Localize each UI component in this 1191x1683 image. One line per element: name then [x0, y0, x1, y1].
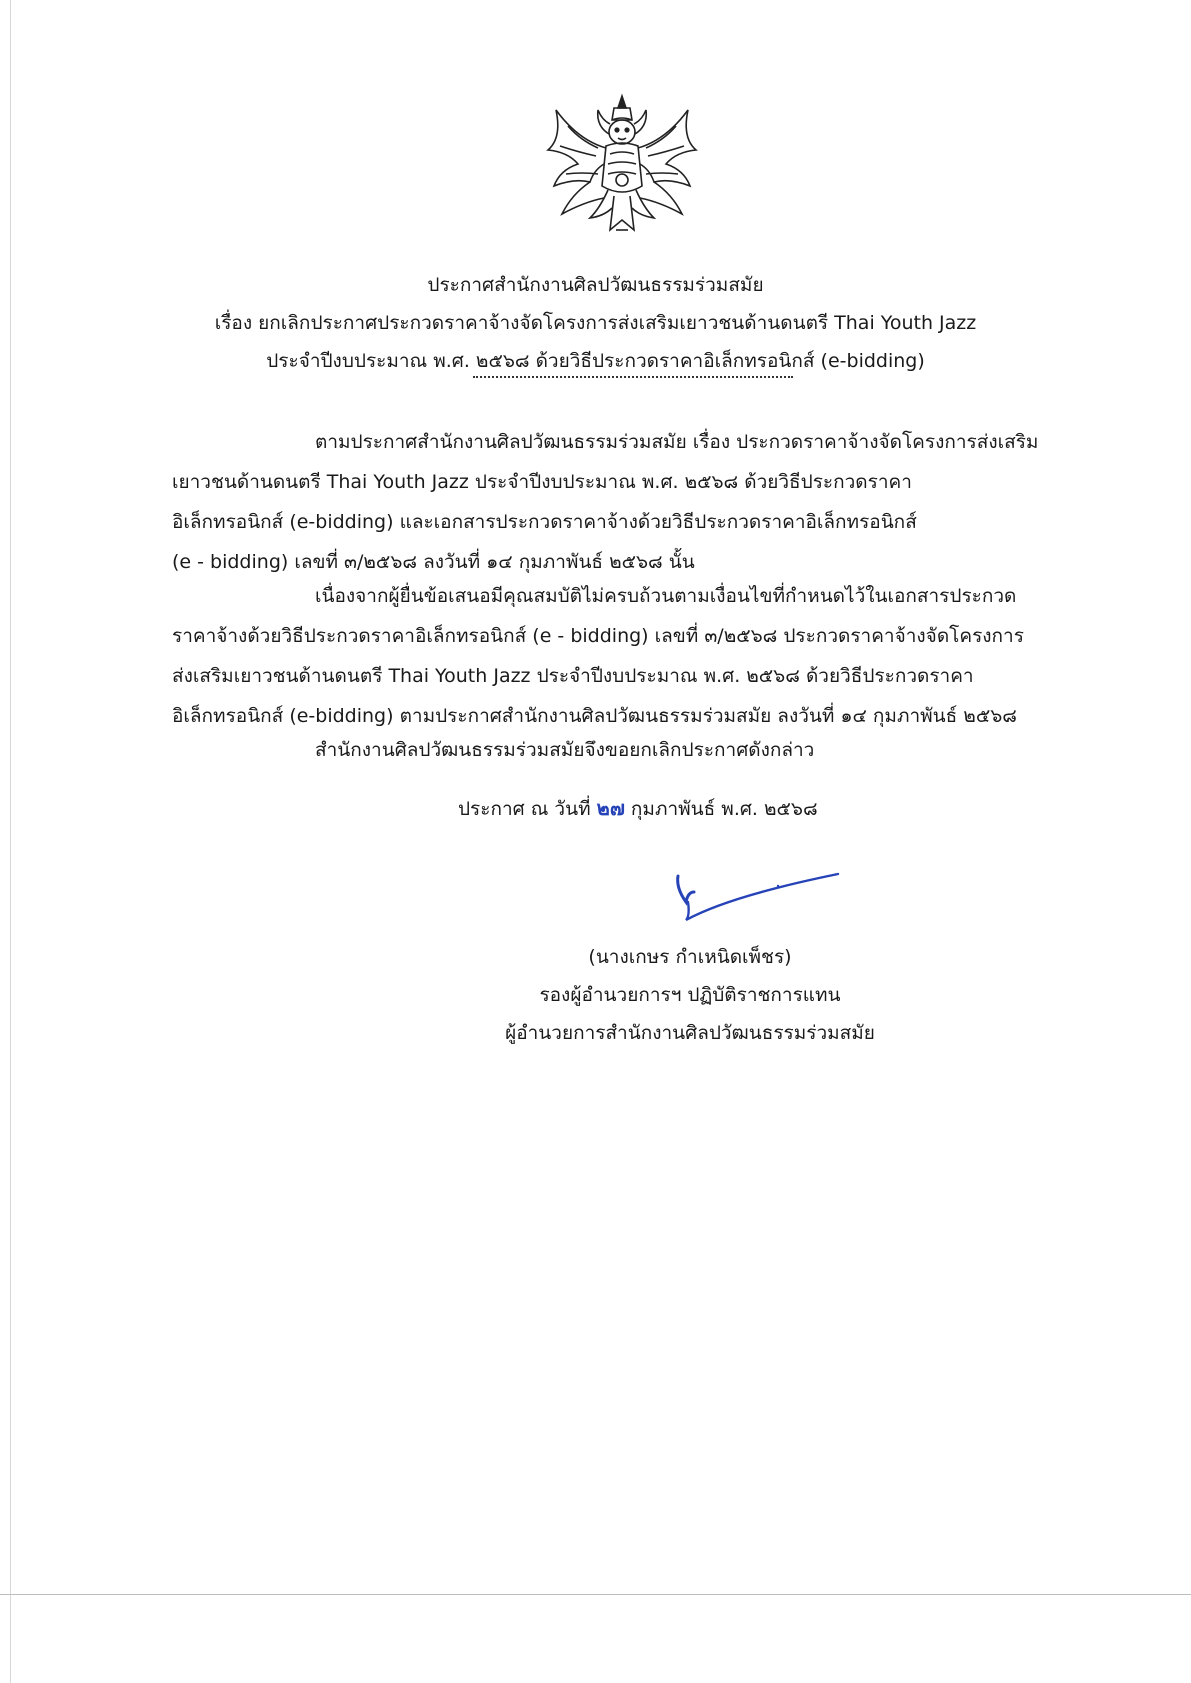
paragraph-2-line: ราคาจ้างด้วยวิธีประกวดราคาอิเล็กทรอนิกส์ (e - bidding) เลขที่ ๓/๒๕๖๘ ประกวดราคาจ้างจัดโครงการ [172, 625, 1024, 647]
paragraph-1-line: เยาวชนด้านดนตรี Thai Youth Jazz ประจำปีงบประมาณ พ.ศ. ๒๕๖๘ ด้วยวิธีประกวดราคา [172, 471, 912, 493]
scan-left-edge [10, 0, 11, 1683]
announcement-title: ประกาศสำนักงานศิลปวัฒนธรรมร่วมสมัย [427, 274, 764, 296]
subject-line-2: ประจำปีงบประมาณ พ.ศ. ๒๕๖๘ ด้วยวิธีประกวดราคาอิเล็กทรอนิกส์ (e-bidding) [266, 350, 925, 372]
paragraph-1-line: ตามประกาศสำนักงานศิลปวัฒนธรรมร่วมสมัย เรื่อง ประกวดราคาจ้างจัดโครงการส่งเสริม [315, 431, 1039, 453]
announcement-date-suffix: กุมภาพันธ์ พ.ศ. ๒๕๖๘ [630, 798, 818, 820]
garuda-emblem-icon [538, 90, 706, 240]
paragraph-1-line: อิเล็กทรอนิกส์ (e-bidding) และเอกสารประกวดราคาจ้างด้วยวิธีประกวดราคาอิเล็กทรอนิกส์ [172, 511, 917, 533]
scan-bottom-edge [0, 1594, 1191, 1595]
dotted-divider [473, 376, 793, 378]
signatory-name: (นางเกษร กำเหนิดเพ็ชร) [588, 946, 792, 968]
paragraph-2 [172, 576, 1078, 736]
signatory-position-2: ผู้อำนวยการสำนักงานศิลปวัฒนธรรมร่วมสมัย [505, 1022, 875, 1044]
announcement-date-prefix: ประกาศ ณ วันที่ [458, 798, 591, 820]
paragraph-1-line: (e - bidding) เลขที่ ๓/๒๕๖๘ ลงวันที่ ๑๔ กุมภาพันธ์ ๒๕๖๘ นั้น [172, 551, 695, 573]
subject-line-1: เรื่อง ยกเลิกประกาศประกวดราคาจ้างจัดโครงการส่งเสริมเยาวชนด้านดนตรี Thai Youth Jazz [214, 312, 977, 334]
paragraph-3: สำนักงานศิลปวัฒนธรรมร่วมสมัยจึงขอยกเลิกประกาศดังกล่าว [315, 739, 815, 761]
handwritten-day: ๒๗ [596, 796, 625, 820]
paragraph-2-line: อิเล็กทรอนิกส์ (e-bidding) ตามประกาศสำนักงานศิลปวัฒนธรรมร่วมสมัย ลงวันที่ ๑๔ กุมภาพันธ์ ๒๕๖๘ [172, 705, 1017, 727]
paragraph-2-line: เนื่องจากผู้ยื่นข้อเสนอมีคุณสมบัติไม่ครบถ้วนตามเงื่อนไขที่กำหนดไว้ในเอกสารประกวด [315, 585, 1017, 607]
paragraph-2-line: ส่งเสริมเยาวชนด้านดนตรี Thai Youth Jazz ประจำปีงบประมาณ พ.ศ. ๒๕๖๘ ด้วยวิธีประกวดราคา [172, 665, 974, 687]
signatory-position-1: รองผู้อำนวยการฯ ปฏิบัติราชการแทน [539, 984, 841, 1006]
signature-icon [670, 862, 840, 932]
paragraph-1 [172, 422, 1078, 582]
announcement-date [458, 792, 818, 824]
